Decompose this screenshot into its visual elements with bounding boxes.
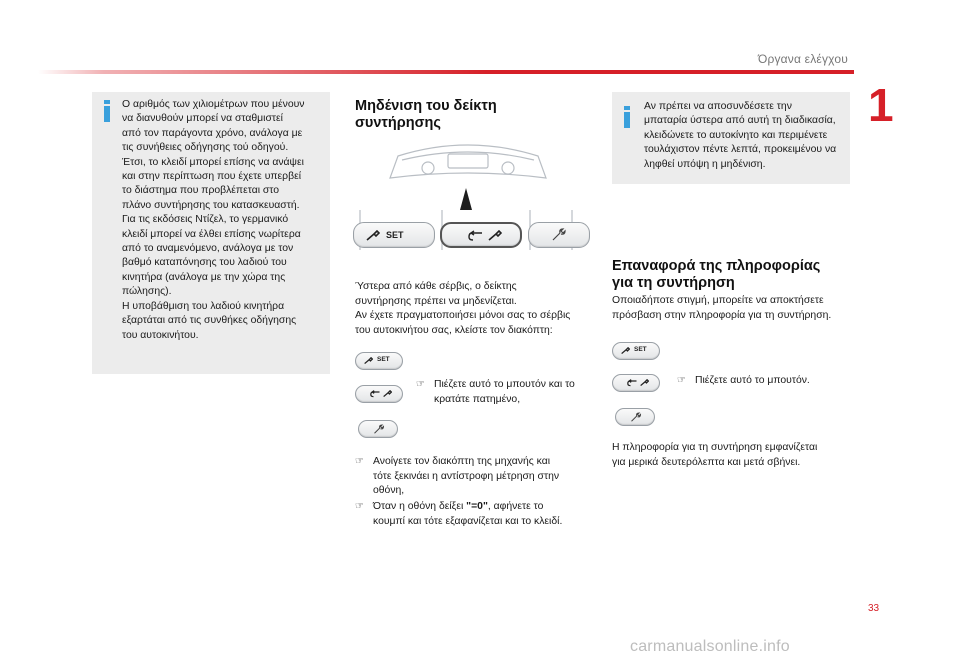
- text-line: και στην περίπτωση που έχετε υπερβεί: [122, 171, 302, 183]
- text-line: πρόσβαση στην πληροφορία για τη συντήρηση.: [612, 309, 832, 321]
- recall-intro: [612, 294, 852, 323]
- text-line: εξαρτάται από τις συνθήκες οδήγησης: [122, 315, 297, 327]
- text-line: συντήρησης πρέπει να μηδενίζεται.: [355, 295, 517, 307]
- wrench-icon: [364, 357, 373, 365]
- heading-line: Μηδένιση του δείκτη: [355, 98, 497, 114]
- text-segment: , αφήνετε το: [487, 501, 544, 512]
- wrench-button-illustration: [528, 222, 590, 248]
- text-line: του αυτοκινήτου.: [122, 329, 199, 341]
- reset-button: [355, 385, 403, 403]
- step-ignition: [355, 455, 595, 499]
- text-line: τότε ξεκινάει η αντίστροφη μέτρηση στην: [373, 470, 560, 482]
- wrench-icon: [640, 379, 649, 387]
- text-line: ληφθεί υπόψη η μηδένιση.: [644, 158, 766, 170]
- chapter-number: 1: [868, 79, 894, 131]
- text-line: κουμπί και τότε εξαφανίζεται και το κλειδί.: [373, 515, 563, 527]
- set-button-illustration: [353, 222, 435, 248]
- left-info-text: [122, 98, 326, 343]
- text-line: τουλάχιστον πέντε λεπτά, προκειμένου να: [644, 144, 837, 156]
- pointing-hand-icon: ☞: [355, 456, 364, 467]
- heading-line: συντήρησης: [355, 115, 441, 131]
- watermark: carmanualsonline.info: [630, 638, 790, 655]
- text-line: κινητήρα (ανάλογα με την χώρα της: [122, 271, 286, 283]
- text-line: Αν έχετε πραγματοποιήσει μόνοι σας το σέρβις: [355, 310, 571, 322]
- text-line: του αυτοκινήτου σας, κλείστε τον διακόπτη:: [355, 324, 553, 336]
- text-line: για μερικά δευτερόλεπτα και μετά σβήνει.: [612, 456, 801, 468]
- text-line: πλάνο συντήρησης του κατασκευαστή.: [122, 199, 300, 211]
- reset-button-illustration: [440, 222, 522, 248]
- set-label: SET: [634, 346, 647, 353]
- pointing-hand-icon: ☞: [677, 375, 686, 386]
- text-line: Οποιαδήποτε στιγμή, μπορείτε να αποκτήσετε: [612, 295, 824, 306]
- set-button: [355, 352, 403, 370]
- header-accent-bar: [38, 70, 854, 74]
- text-line: από το αναμενόμενο, ανάλογα με τον: [122, 243, 294, 255]
- text-line: Ο αριθμός των χιλιομέτρων που μένουν: [122, 99, 305, 110]
- wrench-outline-icon: [551, 228, 567, 242]
- return-arrow-icon: [627, 379, 638, 387]
- text-line: Για τις εκδόσεις Ντίζελ, το γερμανικό: [122, 214, 289, 226]
- pointing-hand-icon: ☞: [355, 501, 364, 512]
- text-line: βαθμό καταπόνησης του λαδιού του: [122, 257, 287, 269]
- set-label: SET: [377, 356, 390, 363]
- text-line: να διανυθούν μπορεί να σταθμιστεί: [122, 113, 283, 125]
- text-line: Η υποβάθμιση του λαδιού κινητήρα: [122, 300, 285, 312]
- left-info-box: [92, 92, 330, 374]
- wrench-button: [358, 420, 398, 438]
- heading-line: Επαναφορά της πληροφορίας: [612, 258, 821, 274]
- right-info-text: [644, 100, 848, 172]
- step-text: [434, 378, 596, 407]
- wrench-outline-icon: [373, 424, 385, 435]
- zero-value: "=0": [466, 501, 488, 512]
- wrench-icon: [366, 230, 380, 242]
- info-icon: [621, 106, 633, 128]
- text-line: κλειδί μπορεί να έλθει επίσης νωρίτερα: [122, 228, 301, 240]
- text-line: τις συνήθειες οδήγησης τού οδηγού.: [122, 142, 289, 154]
- step-press-button: [677, 374, 857, 389]
- text-line: [373, 500, 595, 515]
- text-line: πώλησης).: [122, 286, 172, 298]
- text-segment: Όταν η οθόνη δείξει: [373, 501, 467, 512]
- reset-heading: [355, 98, 497, 132]
- text-line: το διάστημα που προβλέπεται στο: [122, 185, 280, 197]
- text-line: Πιέζετε αυτό το μπουτόν και το: [434, 379, 575, 390]
- set-label: SET: [386, 230, 404, 240]
- text-line: κλειδώνετε το αυτοκίνητο και περιμένετε: [644, 129, 828, 141]
- text-line: από τον παράγοντα χρόνο, ανάλογα με: [122, 127, 303, 139]
- wrench-button: [615, 408, 655, 426]
- wrench-icon: [488, 230, 502, 242]
- return-arrow-icon: [468, 230, 484, 242]
- return-arrow-icon: [370, 390, 381, 398]
- text-line: Αν πρέπει να αποσυνδέσετε την: [644, 101, 792, 112]
- recall-heading: [612, 258, 820, 292]
- step-release: [355, 500, 595, 529]
- pointing-hand-icon: ☞: [416, 379, 425, 390]
- reset-intro: [355, 280, 595, 338]
- wrench-icon: [383, 390, 392, 398]
- section-title: Όργανα ελέγχου: [757, 52, 848, 66]
- recall-outro: [612, 441, 852, 470]
- text-line: Ανοίγετε τον διακόπτη της μηχανής και: [373, 456, 551, 467]
- wrench-outline-icon: [630, 412, 642, 423]
- text-line: Έτσι, το κλειδί μπορεί επίσης να ανάψει: [122, 156, 304, 168]
- page-number: 33: [868, 603, 880, 614]
- reset-button: [612, 374, 660, 392]
- right-info-box: [612, 92, 850, 184]
- info-icon: [101, 100, 113, 122]
- text-line: μπαταρία ύστερα από αυτή τη διαδικασία,: [644, 115, 836, 127]
- set-button: [612, 342, 660, 360]
- step-hold-button: [416, 378, 596, 407]
- step-text: [373, 455, 595, 499]
- text-line: Ύστερα από κάθε σέρβις, ο δείκτης: [355, 281, 517, 292]
- heading-line: για τη συντήρηση: [612, 275, 735, 291]
- wrench-icon: [621, 347, 630, 355]
- step-text: Πιέζετε αυτό το μπουτόν.: [695, 375, 810, 386]
- step-text: [373, 500, 595, 529]
- text-line: οθόνη,: [373, 485, 405, 497]
- text-line: κρατάτε πατημένο,: [434, 393, 521, 405]
- text-line: Η πληροφορία για τη συντήρηση εμφανίζεται: [612, 442, 818, 453]
